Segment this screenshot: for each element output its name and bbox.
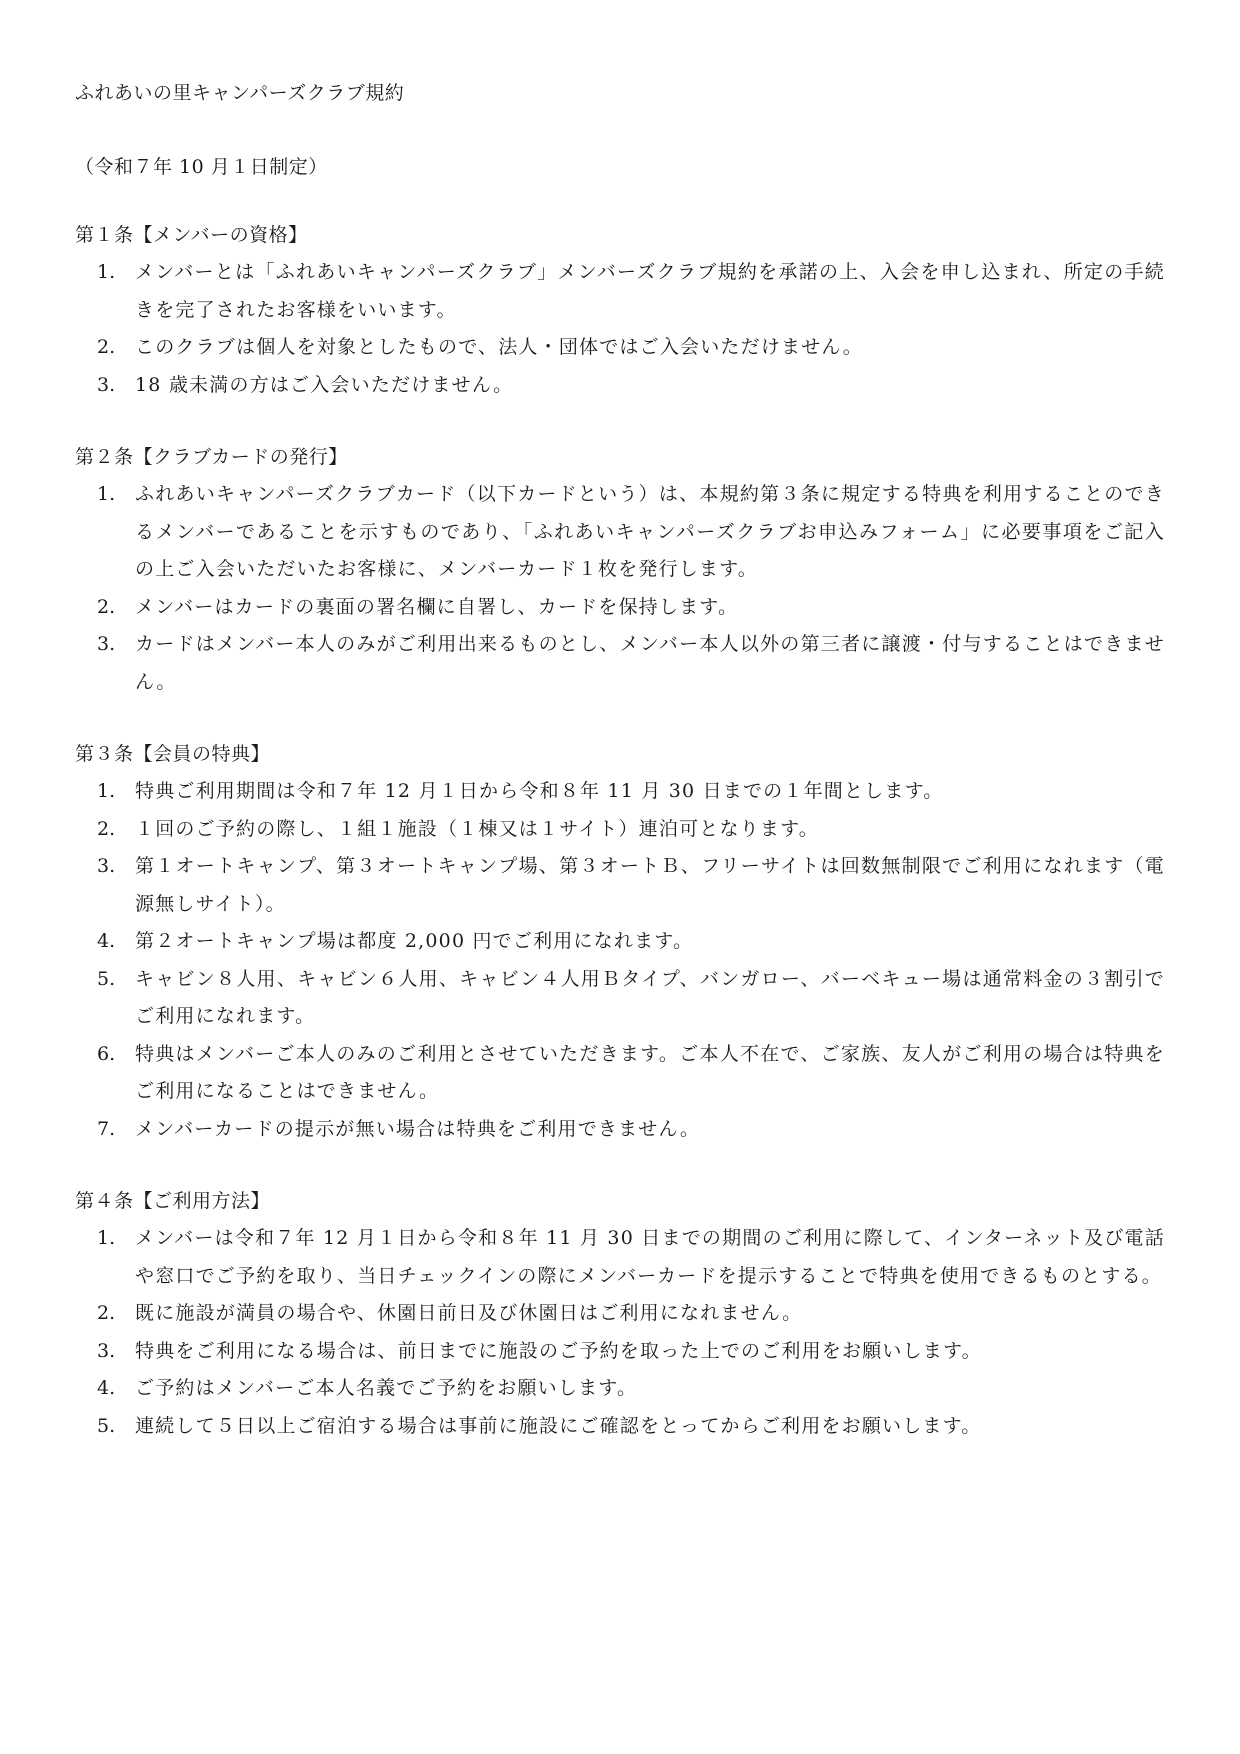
clause-list xyxy=(75,773,1165,1148)
clause-text: キャビン８人用、キャビン６人用、キャビン４人用Ｂタイプ、バンガロー、バーベキュー場は通常料金の３割引でご利用になれます。 xyxy=(135,967,1165,1027)
clause-text: 連続して５日以上ご宿泊する場合は事前に施設にご確認をとってからご利用をお願いします。 xyxy=(135,1414,982,1437)
clause-text: ご予約はメンバーご本人名義でご予約をお願いします。 xyxy=(135,1377,638,1399)
clause-item xyxy=(75,1408,1165,1446)
clause-text: 18 歳未満の方はご入会いただけません。 xyxy=(135,373,514,396)
clause-number: 4. xyxy=(97,930,116,952)
clause-number: 2. xyxy=(97,595,116,618)
clause-number: 3. xyxy=(97,373,116,396)
clause-item xyxy=(75,773,1165,811)
clause-list xyxy=(75,1220,1165,1445)
clause-item xyxy=(75,1333,1165,1371)
clause-text: 特典ご利用期間は令和７年 12 月１日から令和８年 11 月 30 日までの１年間とします。 xyxy=(135,780,944,802)
enactment-date: （令和７年 10 月１日制定） xyxy=(75,156,328,178)
clause-number: 2. xyxy=(97,817,116,840)
clause-number: 5. xyxy=(97,967,116,990)
clause-list xyxy=(75,476,1165,701)
clause-text: ふれあいキャンパーズクラブカード（以下カードという）は、本規約第３条に規定する特典を利用することのできるメンバーであることを示すものであり、「ふれあいキャンパーズクラブお申込みフォーム」に必要事項をご記入の上ご入会いただいたお客様に、メンバーカード１枚を発行します。 xyxy=(135,483,1165,580)
clause-text: メンバーカードの提示が無い場合は特典をご利用できません。 xyxy=(135,1117,701,1140)
clause-text: 特典をご利用になる場合は、前日までに施設のご予約を取った上でのご利用をお願いします。 xyxy=(135,1339,982,1362)
clause-number: 3. xyxy=(97,633,116,655)
clause-item xyxy=(75,848,1165,923)
clause-item xyxy=(75,1295,1165,1333)
clause-item xyxy=(75,923,1165,961)
clause-number: 6. xyxy=(97,1042,116,1065)
article-heading: 第１条【メンバーの資格】 xyxy=(75,224,308,246)
clause-item xyxy=(75,1036,1165,1111)
clause-text: 既に施設が満員の場合や、休園日前日及び休園日はご利用になれません。 xyxy=(135,1302,803,1324)
clause-list xyxy=(75,254,1165,404)
clause-text: 第１オートキャンプ、第３オートキャンプ場、第３オートＢ、フリーサイトは回数無制限でご利用になれます（電源無しサイト）。 xyxy=(135,855,1165,915)
clause-number: 2. xyxy=(97,336,116,358)
clause-text: メンバーはカードの裏面の署名欄に自署し、カードを保持します。 xyxy=(135,595,739,618)
clause-text: メンバーとは「ふれあいキャンパーズクラブ」メンバーズクラブ規約を承諾の上、入会を申し込まれ、所定の手続きを完了されたお客様をいいます。 xyxy=(135,261,1165,321)
clause-number: 1. xyxy=(97,780,116,802)
clause-item xyxy=(75,961,1165,1036)
clause-text: カードはメンバー本人のみがご利用出来るものとし、メンバー本人以外の第三者に譲渡・付与することはできません。 xyxy=(135,633,1165,693)
clause-text: １回のご予約の際し、１組１施設（１棟又は１サイト）連泊可となります。 xyxy=(135,817,819,840)
article-heading: 第２条【クラブカードの発行】 xyxy=(75,446,348,468)
clause-number: 3. xyxy=(97,855,116,877)
clause-text: 特典はメンバーご本人のみのご利用とさせていただきます。ご本人不在で、ご家族、友人がご利用の場合は特典をご利用になることはできません。 xyxy=(135,1042,1165,1102)
article-heading: 第３条【会員の特典】 xyxy=(75,743,271,765)
clause-item xyxy=(75,476,1165,589)
clause-text: メンバーは令和７年 12 月１日から令和８年 11 月 30 日までの期間のご利用に際して、インターネット及び電話や窓口でご予約を取り、当日チェックインの際にメンバーカードを提示することで特典を使用できるものとする。 xyxy=(135,1227,1165,1287)
clause-number: 7. xyxy=(97,1117,116,1140)
clause-item xyxy=(75,811,1165,849)
article-heading: 第４条【ご利用方法】 xyxy=(75,1190,271,1212)
clause-number: 1. xyxy=(97,1227,116,1249)
clause-number: 1. xyxy=(97,261,116,283)
document-title: ふれあいの里キャンパーズクラブ規約 xyxy=(75,82,405,104)
clause-number: 2. xyxy=(97,1302,116,1324)
clause-item xyxy=(75,589,1165,627)
clause-item xyxy=(75,1111,1165,1149)
clause-number: 4. xyxy=(97,1377,116,1399)
clause-item xyxy=(75,254,1165,329)
clause-item xyxy=(75,626,1165,701)
clause-number: 1. xyxy=(97,483,116,505)
clause-number: 5. xyxy=(97,1414,116,1437)
article-2 xyxy=(75,442,1165,701)
clause-item xyxy=(75,1220,1165,1295)
clause-text: このクラブは個人を対象としたもので、法人・団体ではご入会いただけません。 xyxy=(135,336,863,358)
article-3 xyxy=(75,739,1165,1148)
clause-item xyxy=(75,1370,1165,1408)
clause-text: 第２オートキャンプ場は都度 2,000 円でご利用になれます。 xyxy=(135,930,694,952)
document-page xyxy=(75,78,1165,1445)
clause-item xyxy=(75,329,1165,367)
clause-number: 3. xyxy=(97,1339,116,1362)
article-4 xyxy=(75,1186,1165,1445)
clause-item xyxy=(75,367,1165,405)
article-1 xyxy=(75,220,1165,404)
